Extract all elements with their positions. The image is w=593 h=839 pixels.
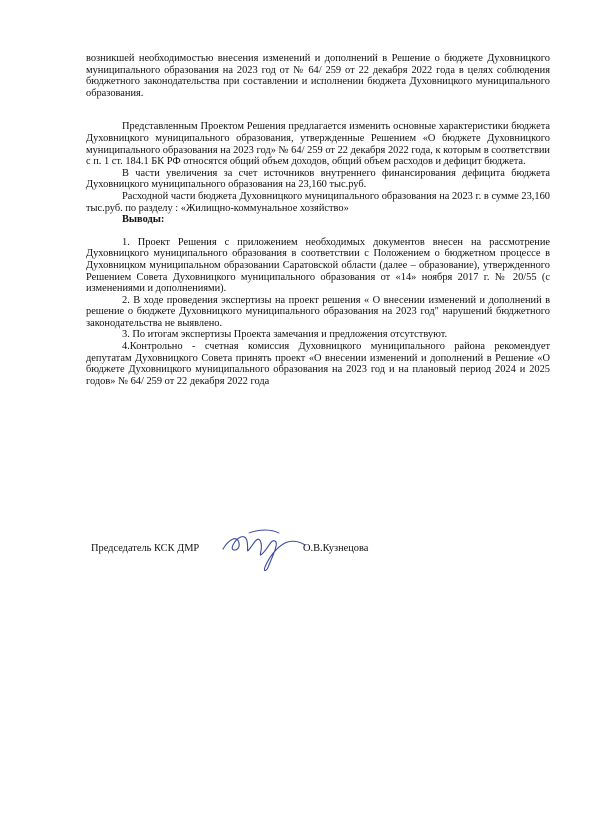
- paragraph-proposal: Представленным Проектом Решения предлагается изменить основные характеристики бюджета Духовницкого муниципального образования, утвержденные Решением «О бюджете Духовницкого муниципального образования на 2023 год» № 64/ 259 от 22 декабря 2022 года, к которым в соответствии с п. 1 ст. 184.1 БК РФ относятся общий объем доходов, общий объем расходов и дефицит бюджета.: [86, 121, 550, 168]
- conclusion-item-2: 2. В ходе проведения экспертизы на проект решения « О внесении изменений и дополнений в решение о бюджете Духовницкого муниципального образования на 2023 год" нарушений бюджетного законодательства не выявлено.: [86, 294, 550, 329]
- signatory-name: О.В.Кузнецова: [303, 543, 369, 554]
- conclusion-item-4: 4.Контрольно - счетная комиссия Духовницкого муниципального района рекомендует депутатам Духовницкого Совета принять проект «О внесении изменений и дополнений в Решение «О бюджете Духовницкого муниципального образования на 2023 год и на плановый период 2024 и 2025 годов» № 64/ 259 от 22 декабря 2022 года: [86, 341, 550, 387]
- document-body: [86, 53, 550, 387]
- conclusions-heading: Выводы:: [122, 214, 165, 226]
- paragraph-intro: возникшей необходимостью внесения изменений и дополнений в Решение о бюджете Духовницкого муниципального образования на 2023 год от № 64/ 259 от 22 декабря 2022 года в целях соблюдения бюджетного законодательства при составлении и исполнении бюджета Духовницкого муниципального образования.: [86, 53, 550, 99]
- conclusion-item-1: 1. Проект Решения с приложением необходимых документов внесен на рассмотрение Духовницкого муниципального образования в соответствии с Положением о бюджетном процессе в Духовницком муниципальном образовании Саратовской области (далее – образование), утвержденного Решением Совета Духовницкого муниципального образования от «14» ноября 2017 г. № 20/55 (с изменениями и дополнениями).: [86, 236, 550, 295]
- handwritten-signature: [219, 525, 309, 577]
- signatory-position: Председатель КСК ДМР: [91, 543, 200, 554]
- conclusion-item-3: 3. По итогам экспертизы Проекта замечания и предложения отсутствуют.: [122, 329, 448, 341]
- paragraph-deficit: В части увеличения за счет источников внутреннего финансирования дефицита бюджета Духовницкого муниципального образования на 23,160 тыс.руб.: [86, 167, 550, 191]
- paragraph-expenses: Расходной части бюджета Духовницкого муниципального образования на 2023 г. в сумме 23,160 тыс.руб. по разделу : «Жилищно-коммунальное хозяйство»: [86, 190, 550, 214]
- signature-block: [91, 543, 511, 583]
